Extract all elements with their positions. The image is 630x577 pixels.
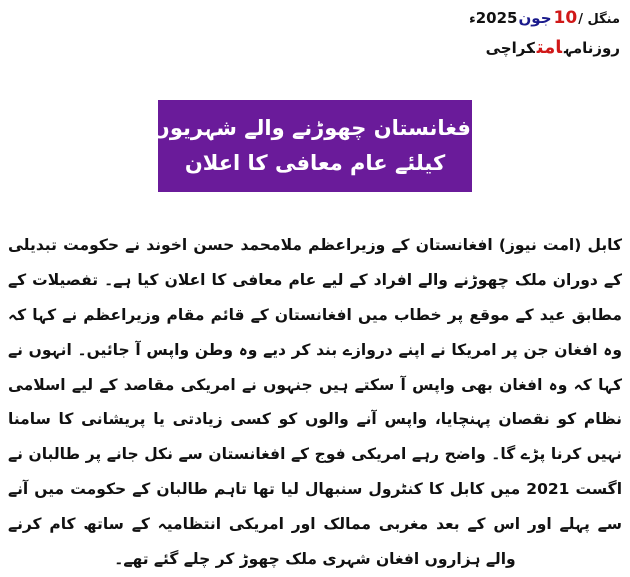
masthead (469, 6, 620, 62)
date-year: 2025 (475, 9, 518, 27)
date-line (469, 6, 620, 32)
paper-prefix: روزنامہ (564, 38, 620, 57)
paper-city: کراچی (485, 38, 535, 57)
article-paragraph: کابل (امت نیوز) افغانستان کے وزیراعظم ملامحمد حسن اخوند نے حکومت تبدیلی کے دوران ملک چھوڑنے والے افراد کے لیے عام معافی کا اعلان کیا ہے۔ تفصیلات کے مطابق عید کے موقع پر خطاب میں افغانستان کے قائم مقام وزیراعظم نے کہا کہ وہ افغان جن پر امریکا نے اپنے دروازے بند کر دیے وہ وطن واپس آ جائیں۔ انہوں نے کہا کہ وہ افغان بھی واپس آ سکتے ہیں جنہوں نے امریکی مقاصد کے لیے اسلامی نظام کو نقصان پہنچایا، واپس آنے والوں کو کسی زیادتی یا پریشانی کا سامنا نہیں کرنا پڑے گا۔ واضح رہے امریکی فوج کے افغانستان سے نکل جانے پر طالبان نے اگست 2021 میں کابل کا کنٹرول سنبھال لیا تھا تاہم طالبان کے حکومت میں آنے سے پہلے اور اس کے بعد مغربی ممالک اور امریکی انتظامیہ کے ساتھ کام کرنے والے ہزاروں افغان شہری ملک چھوڑ کر چلے گئے تھے۔ (8, 236, 623, 568)
headline-line-1: افغانستان چھوڑنے والے شہریوں (151, 116, 479, 141)
headline-line-2: کیلئے عام معافی کا اعلان (184, 151, 446, 175)
paper-brand: امت (536, 36, 563, 58)
article-body (8, 228, 622, 577)
date-weekday: منگل / (578, 12, 620, 27)
date-year-suffix: ء (469, 12, 476, 27)
date-month: جون (518, 9, 552, 27)
headline-banner (151, 100, 479, 192)
paper-title-line (469, 34, 620, 63)
date-day: 10 (553, 8, 578, 28)
